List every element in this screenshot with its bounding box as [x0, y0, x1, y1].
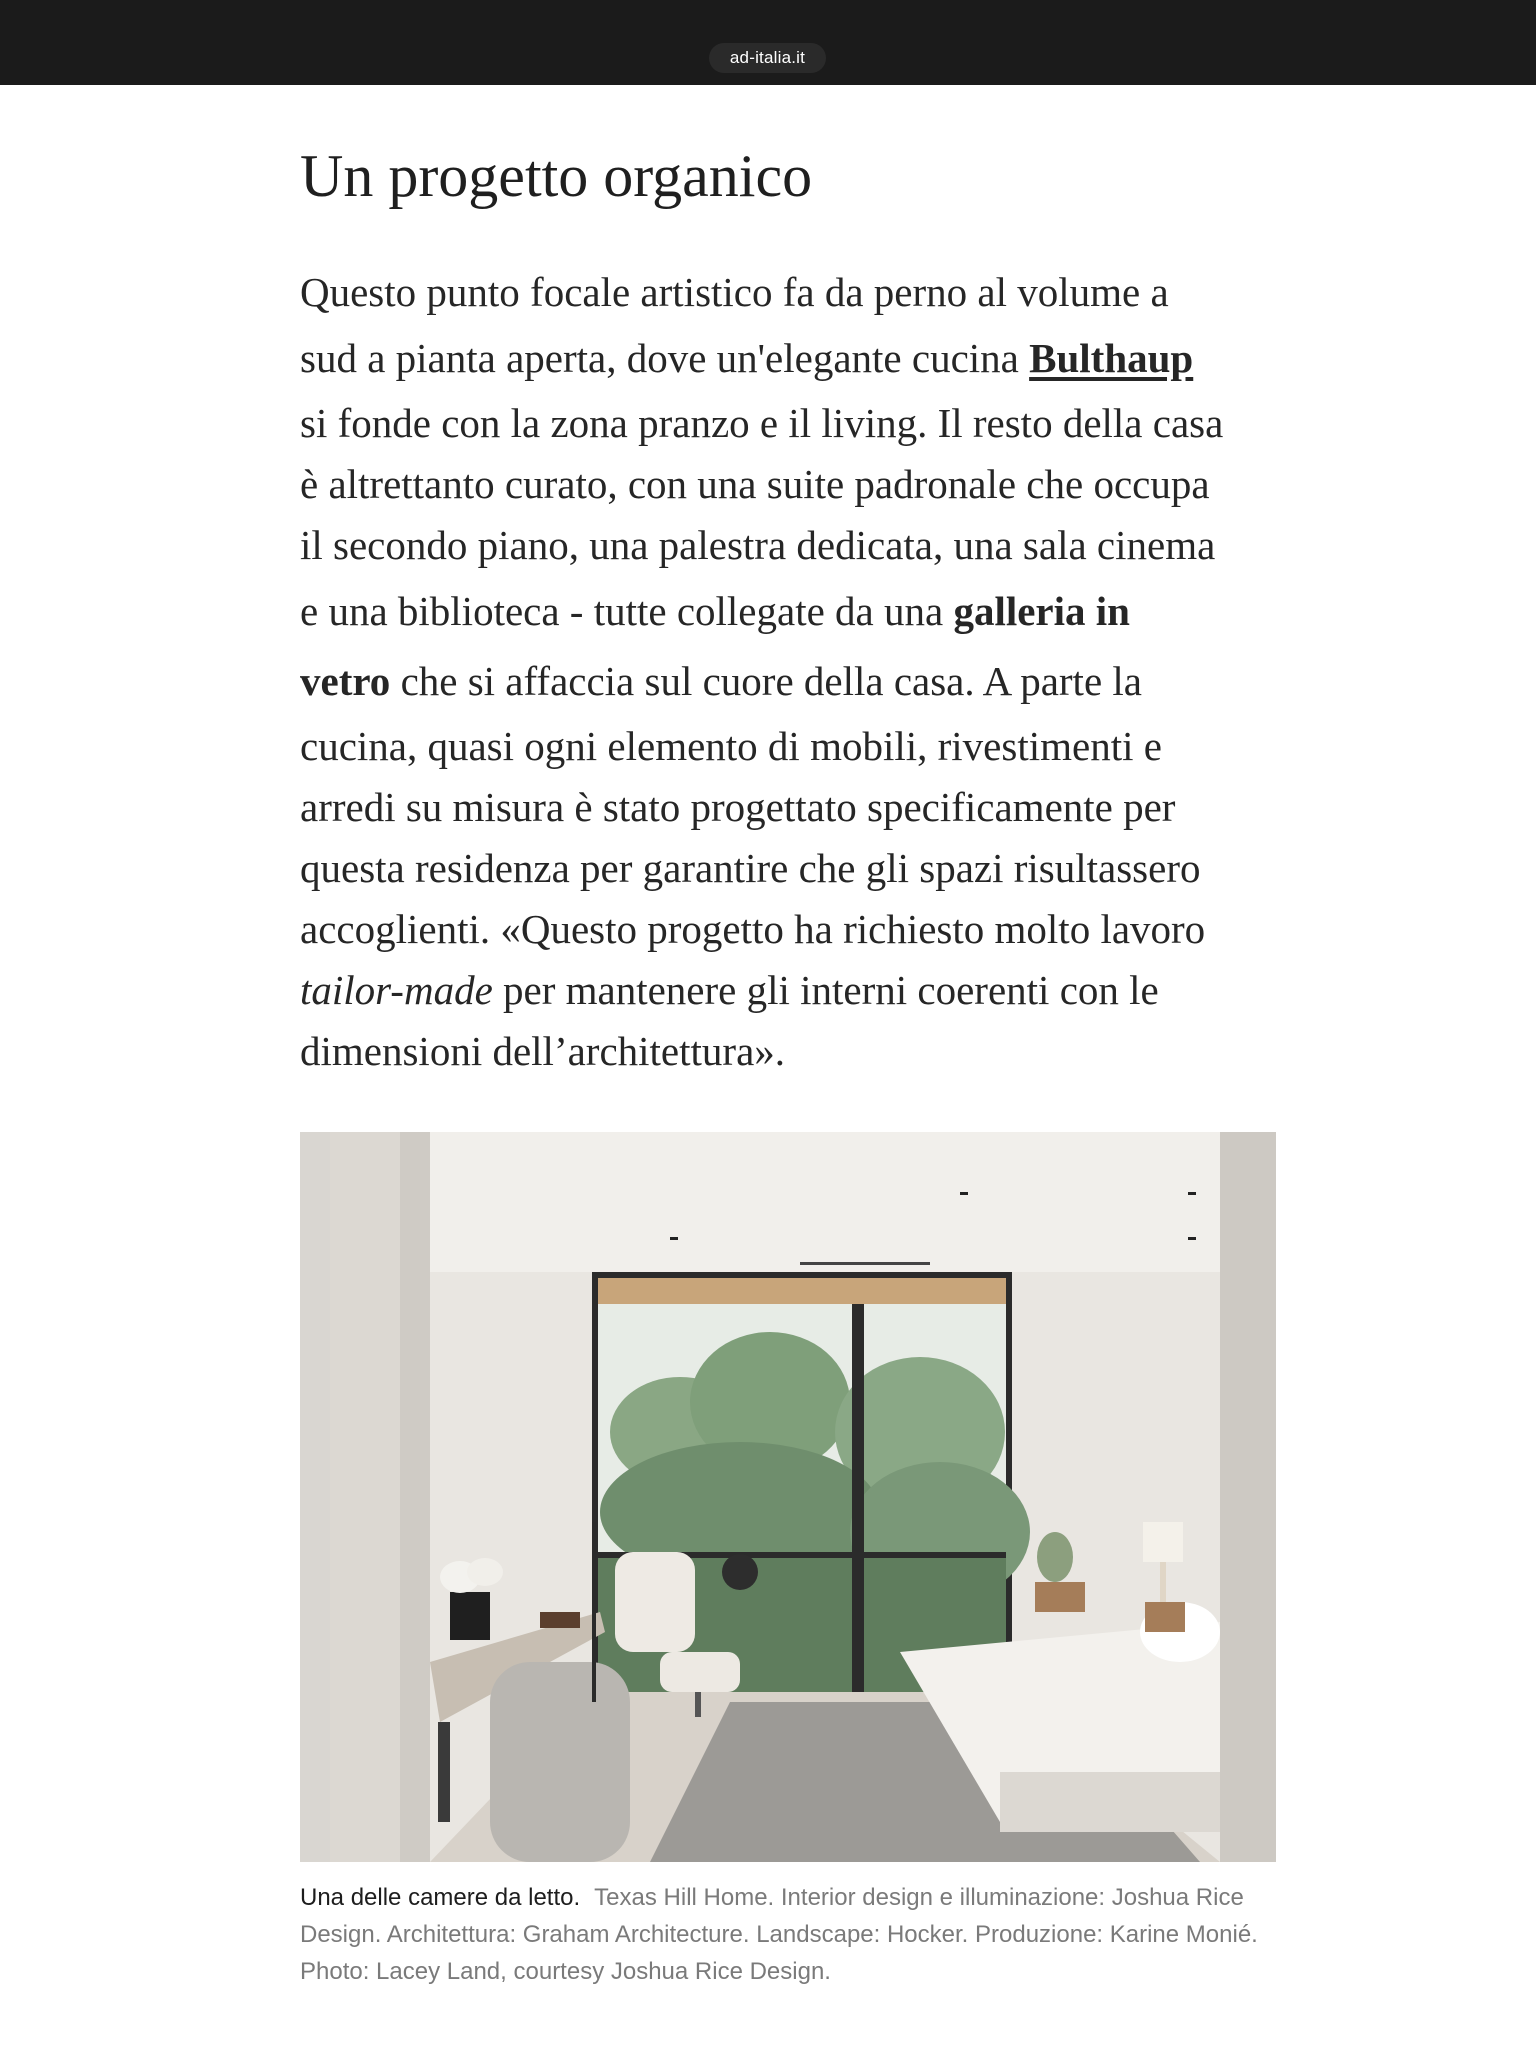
- browser-top-bar: [0, 0, 1536, 85]
- bold-phrase: galleria in: [953, 588, 1130, 634]
- url-address-pill[interactable]: ad-italia.it: [709, 43, 826, 73]
- paragraph-line: il secondo piano, una palestra dedicata, una sala cinema: [300, 522, 1216, 568]
- paragraph-text: sud a pianta aperta, dove un'elegante cucina: [300, 335, 1030, 381]
- paragraph-line: accoglienti. «Questo progetto ha richiesto molto lavoro: [300, 906, 1206, 952]
- paragraph-line: arredi su misura è stato progettato specificamente per: [300, 784, 1176, 830]
- paragraph-line: dimensioni dell’architettura».: [300, 1028, 786, 1074]
- paragraph-line: [300, 646, 1300, 716]
- article-paragraph: [300, 262, 1300, 1082]
- paragraph-line: [300, 323, 1300, 393]
- caption-title: Una delle camere da letto.: [300, 1884, 581, 1911]
- paragraph-line: si fonde con la zona pranzo e il living. Il resto della casa: [300, 400, 1224, 446]
- paragraph-text: e una biblioteca - tutte collegate da una: [300, 588, 954, 634]
- bedroom-photo: [300, 1132, 1276, 1862]
- paragraph-line: Questo punto focale artistico fa da perno al volume a: [300, 269, 1169, 315]
- paragraph-line: è altrettanto curato, con una suite padronale che occupa: [300, 461, 1210, 507]
- bold-phrase: vetro: [300, 658, 391, 704]
- caption-credits: Texas Hill Home. Interior design e illuminazione: Joshua Rice Design. Architettura: Graham Architecture. Landscape: Hocker. Produzione: Karine Monié. Photo: Lacey Land, courtesy Joshua Rice Design.: [300, 1884, 1258, 1985]
- paragraph-line: cucina, quasi ogni elemento di mobili, rivestimenti e: [300, 723, 1162, 769]
- bulthaup-link[interactable]: Bulthaup: [1029, 335, 1194, 381]
- section-heading: Un progetto organico: [300, 143, 813, 209]
- paragraph-line: [300, 960, 1300, 1021]
- paragraph-text: per mantenere gli interni coerenti con le: [492, 967, 1159, 1013]
- paragraph-text: che si affaccia sul cuore della casa. A parte la: [390, 658, 1142, 704]
- paragraph-line: [300, 576, 1300, 646]
- italic-phrase: tailor-made: [300, 967, 493, 1013]
- paragraph-line: questa residenza per garantire che gli spazi risultassero: [300, 845, 1201, 891]
- photo-caption: [300, 1879, 1280, 1990]
